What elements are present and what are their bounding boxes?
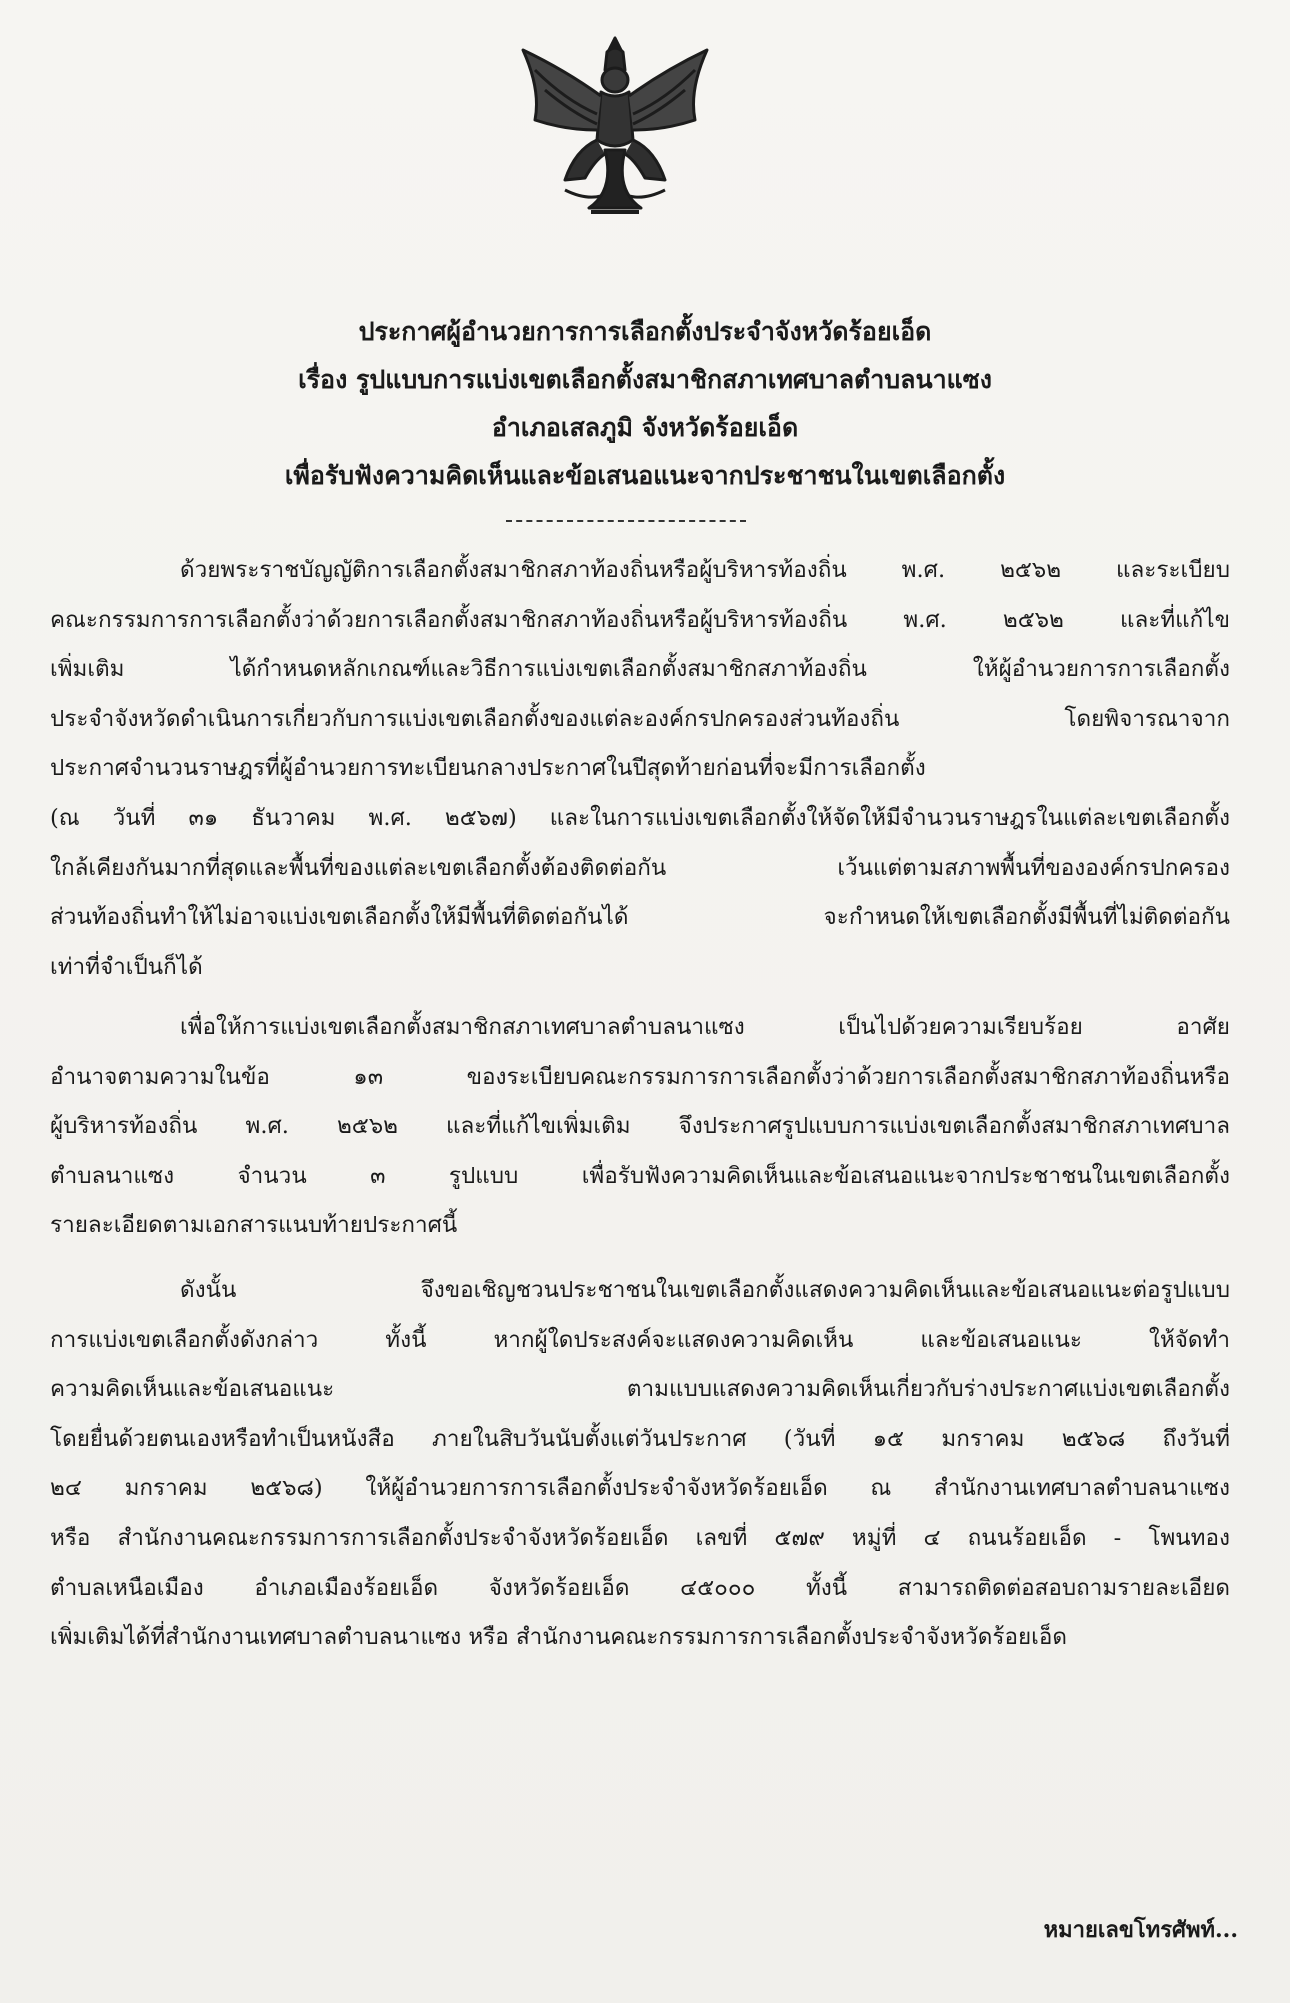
heading-line-1: ประกาศผู้อำนวยการการเลือกตั้งประจำจังหวัดร้อยเอ็ด	[358, 317, 932, 346]
paragraph-line: การแบ่งเขตเลือกตั้งดังกล่าว ทั้งนี้ หากผู้ใดประสงค์จะแสดงความคิดเห็น และข้อเสนอแนะ ให้จัดทำ	[50, 1326, 1230, 1353]
page-continuation-note: หมายเลขโทรศัพท์...	[1043, 1917, 1238, 1943]
paragraph-line: เท่าที่จำเป็นก็ได้	[50, 953, 203, 980]
paragraph-line: ประจำจังหวัดดำเนินการเกี่ยวกับการแบ่งเขตเลือกตั้งของแต่ละองค์กรปกครองส่วนท้องถิ่น โดยพิจารณาจาก	[50, 705, 1230, 732]
paragraph-line: รายละเอียดตามเอกสารแนบท้ายประกาศนี้	[50, 1212, 458, 1239]
paragraph-line: ๒๔ มกราคม ๒๕๖๘) ให้ผู้อำนวยการการเลือกตั้งประจำจังหวัดร้อยเอ็ด ณ สำนักงานเทศบาลตำบลนาแซง	[50, 1475, 1230, 1502]
announcement-heading	[0, 308, 1290, 500]
heading-divider	[506, 520, 746, 522]
paragraph-line: ใกล้เคียงกันมากที่สุดและพื้นที่ของแต่ละเขตเลือกตั้งต้องติดต่อกัน เว้นแต่ตามสภาพพื้นที่ขององค์กรปกครอง	[50, 854, 1230, 881]
paragraph-line: (ณ วันที่ ๓๑ ธันวาคม พ.ศ. ๒๕๖๗) และในการแบ่งเขตเลือกตั้งให้จัดให้มีจำนวนราษฎรในแต่ละเขตเลือกตั้ง	[50, 804, 1230, 831]
heading-line-2: เรื่อง รูปแบบการแบ่งเขตเลือกตั้งสมาชิกสภาเทศบาลตำบลนาแซง	[298, 365, 992, 394]
paragraph-line: โดยยื่นด้วยตนเองหรือทำเป็นหนังสือ ภายในสิบวันนับตั้งแต่วันประกาศ (วันที่ ๑๕ มกราคม ๒๕๖๘ ถึงวันที่	[50, 1425, 1230, 1452]
paragraph-3	[50, 1266, 1230, 1663]
paragraph-line: ด้วยพระราชบัญญัติการเลือกตั้งสมาชิกสภาท้องถิ่นหรือผู้บริหารท้องถิ่น พ.ศ. ๒๕๖๒ และระเบียบ	[180, 557, 1230, 583]
garuda-emblem-icon	[505, 30, 725, 230]
paragraph-line: ผู้บริหารท้องถิ่น พ.ศ. ๒๕๖๒ และที่แก้ไขเพิ่มเติม จึงประกาศรูปแบบการแบ่งเขตเลือกตั้งสมาชิกสภาเทศบาล	[50, 1113, 1230, 1140]
paragraph-2	[50, 1003, 1230, 1251]
paragraph-line: เพิ่มเติม ได้กำหนดหลักเกณฑ์และวิธีการแบ่งเขตเลือกตั้งสมาชิกสภาท้องถิ่น ให้ผู้อำนวยการการเลือกตั้ง	[50, 656, 1230, 683]
paragraph-line: ส่วนท้องถิ่นทำให้ไม่อาจแบ่งเขตเลือกตั้งให้มีพื้นที่ติดต่อกันได้ จะกำหนดให้เขตเลือกตั้งมีพื้นที่ไม่ติดต่อกัน	[50, 904, 1230, 931]
paragraph-1	[50, 546, 1230, 992]
paragraph-line: ตำบลเหนือเมือง อำเภอเมืองร้อยเอ็ด จังหวัดร้อยเอ็ด ๔๕๐๐๐ ทั้งนี้ สามารถติดต่อสอบถามรายละเอียด	[50, 1574, 1230, 1601]
paragraph-line: ดังนั้น จึงขอเชิญชวนประชาชนในเขตเลือกตั้งแสดงความคิดเห็นและข้อเสนอแนะต่อรูปแบบ	[180, 1277, 1230, 1303]
paragraph-line: คณะกรรมการการเลือกตั้งว่าด้วยการเลือกตั้งสมาชิกสภาท้องถิ่นหรือผู้บริหารท้องถิ่น พ.ศ. ๒๕๖๒ และที่แก้ไข	[50, 606, 1230, 633]
heading-line-3: อำเภอเสลภูมิ จังหวัดร้อยเอ็ด	[491, 413, 799, 442]
paragraph-line: ตำบลนาแซง จำนวน ๓ รูปแบบ เพื่อรับฟังความคิดเห็นและข้อเสนอแนะจากประชาชนในเขตเลือกตั้ง	[50, 1162, 1230, 1189]
paragraph-line: ความคิดเห็นและข้อเสนอแนะ ตามแบบแสดงความคิดเห็นเกี่ยวกับร่างประกาศแบ่งเขตเลือกตั้ง	[50, 1376, 1230, 1403]
paragraph-line: เพื่อให้การแบ่งเขตเลือกตั้งสมาชิกสภาเทศบาลตำบลนาแซง เป็นไปด้วยความเรียบร้อย อาศัย	[180, 1014, 1230, 1040]
paragraph-line: อำนาจตามความในข้อ ๑๓ ของระเบียบคณะกรรมการการเลือกตั้งว่าด้วยการเลือกตั้งสมาชิกสภาท้องถิ่นหรือ	[50, 1063, 1230, 1090]
paragraph-line: เพิ่มเติมได้ที่สำนักงานเทศบาลตำบลนาแซง หรือ สำนักงานคณะกรรมการการเลือกตั้งประจำจังหวัดร้อยเอ็ด	[50, 1624, 1067, 1651]
heading-line-4: เพื่อรับฟังความคิดเห็นและข้อเสนอแนะจากประชาชนในเขตเลือกตั้ง	[284, 461, 1006, 490]
paragraph-line: ประกาศจำนวนราษฎรที่ผู้อำนวยการทะเบียนกลางประกาศในปีสุดท้ายก่อนที่จะมีการเลือกตั้ง	[50, 755, 926, 782]
paragraph-line: หรือ สำนักงานคณะกรรมการการเลือกตั้งประจำจังหวัดร้อยเอ็ด เลขที่ ๕๗๙ หมู่ที่ ๔ ถนนร้อยเอ็ด - โพนทอง	[50, 1524, 1230, 1551]
